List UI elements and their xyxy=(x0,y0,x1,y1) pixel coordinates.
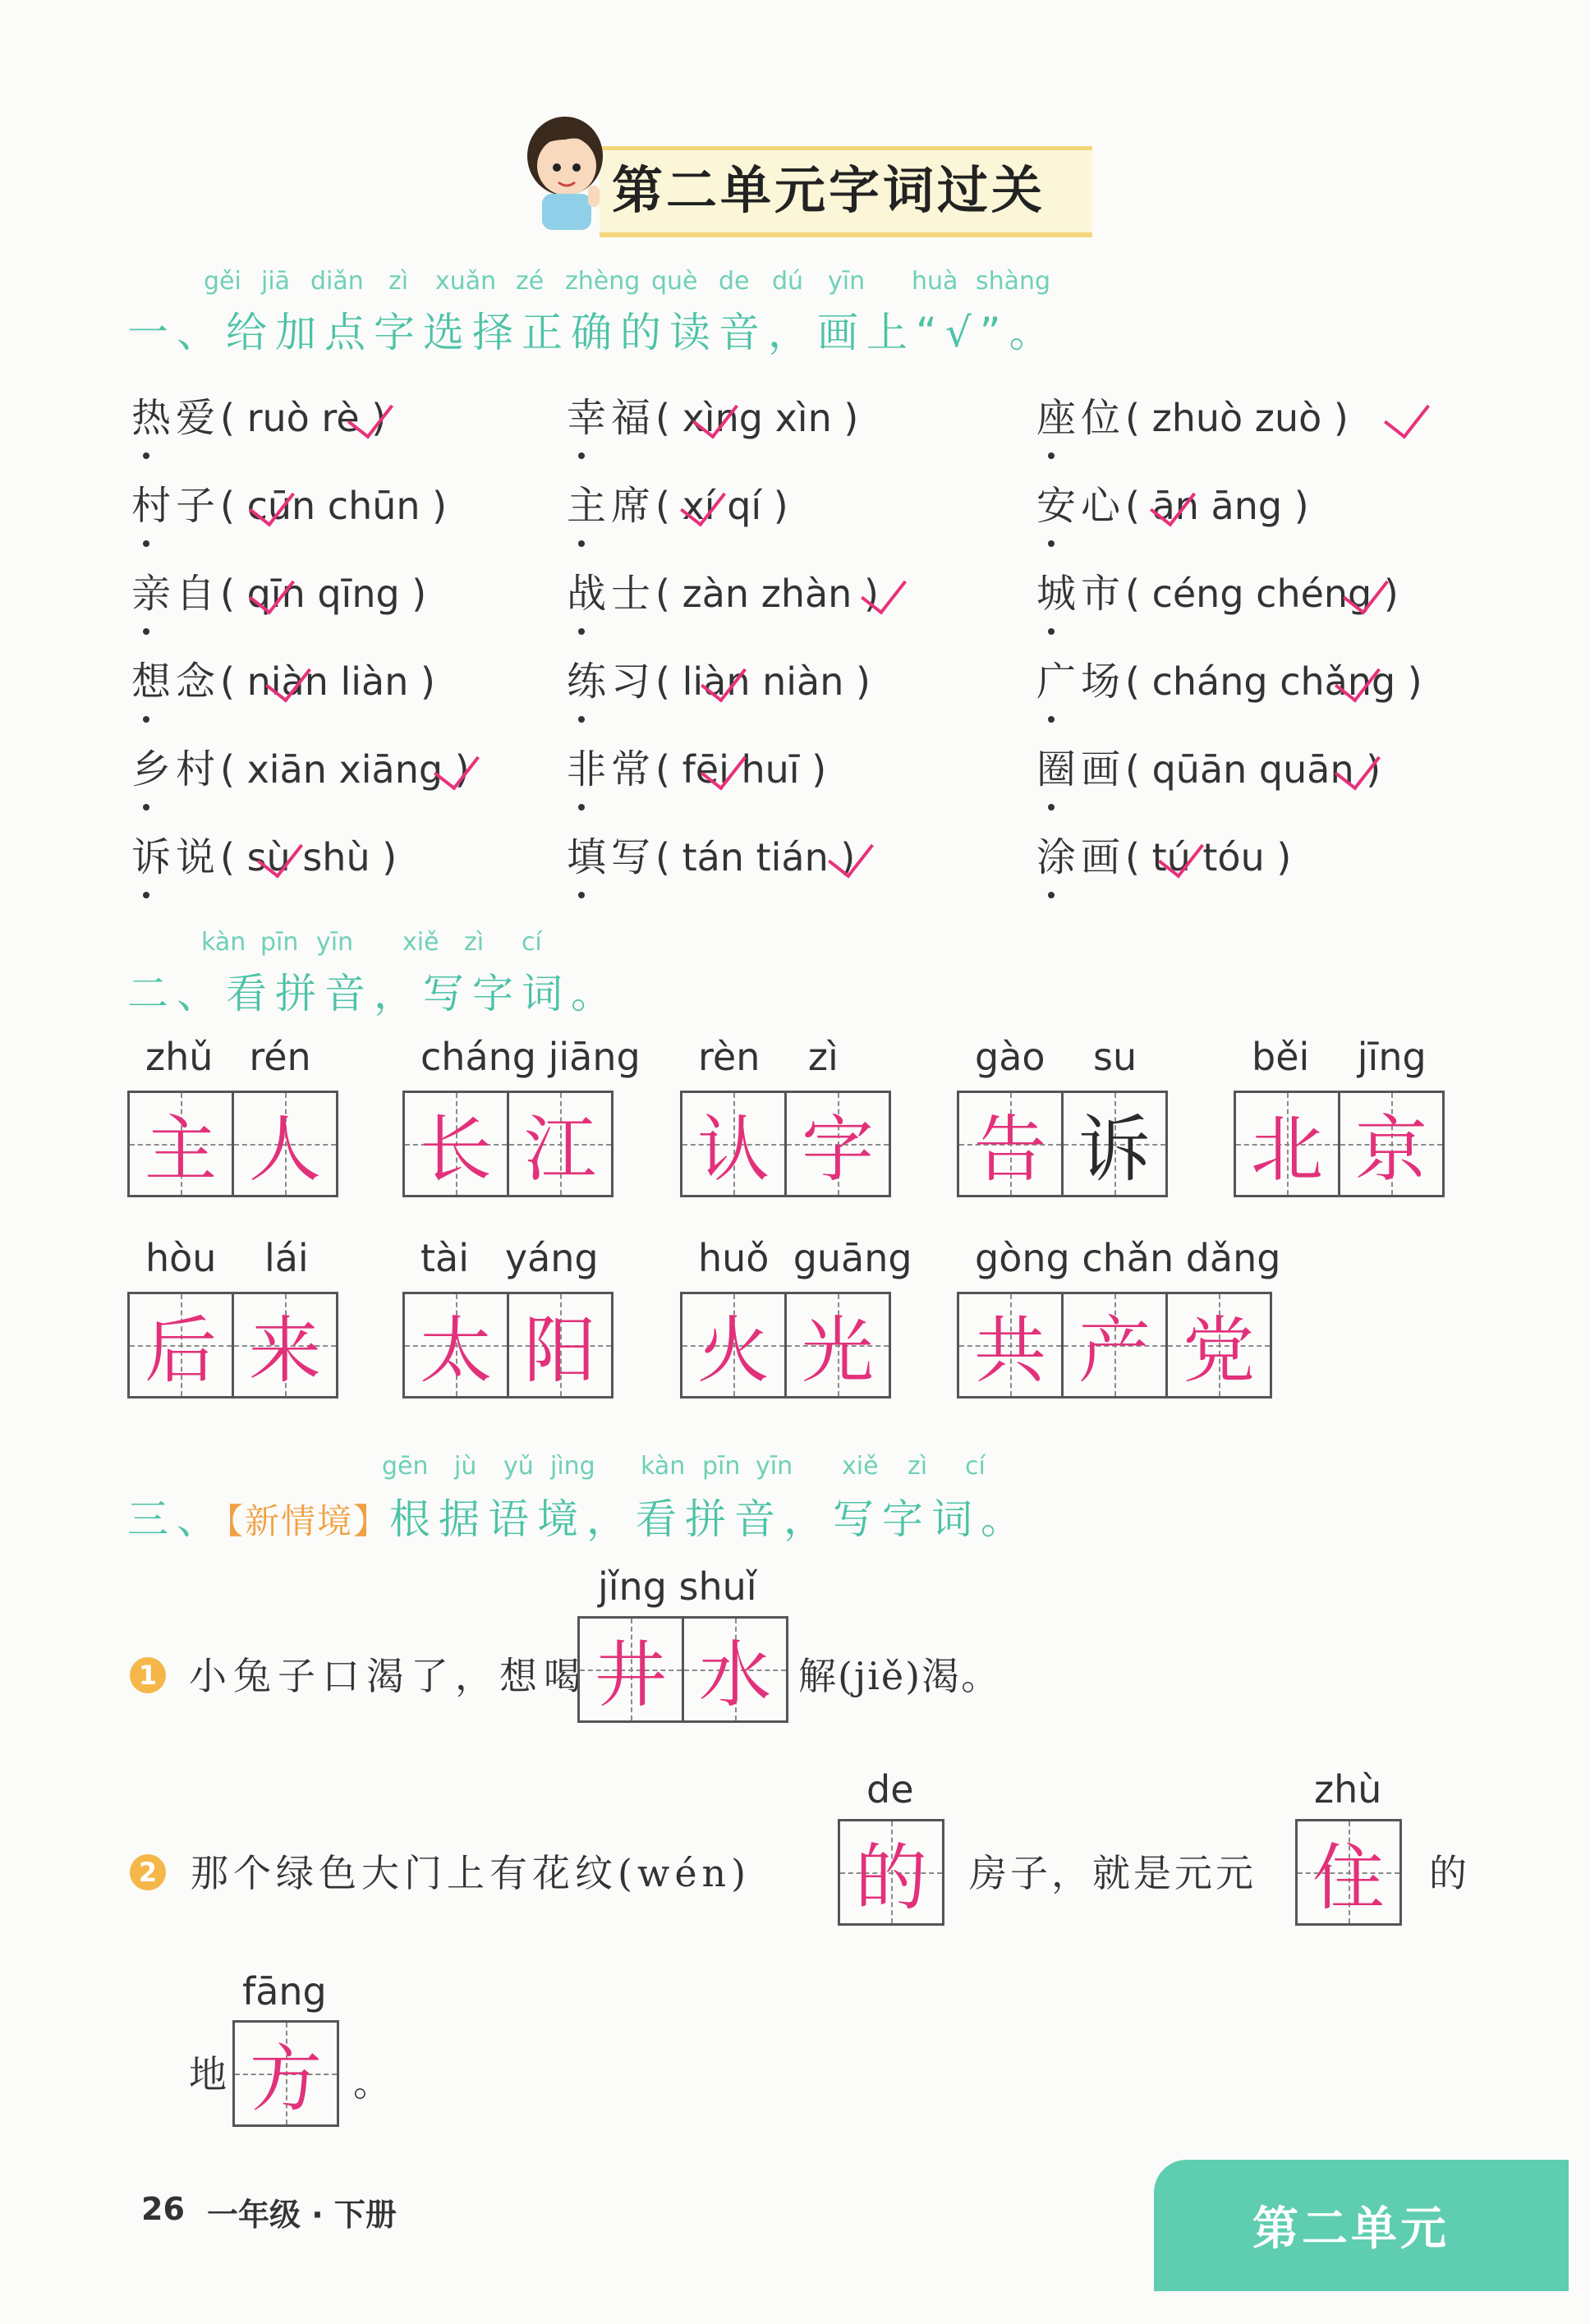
answer-char: 认 xyxy=(696,1107,770,1192)
dotted-word: 练习 xyxy=(567,659,656,705)
reading-choice-item xyxy=(567,825,855,882)
section1-heading: 一、给加点字选择正确的读音，画上“√”。 xyxy=(127,309,1059,356)
answer-char: 诉 xyxy=(1078,1107,1151,1192)
reading-choice-item xyxy=(1036,737,1381,794)
pinyin-options[interactable]: ( xìng xìn ) xyxy=(655,396,859,440)
q2-text-middle: 房子，就是元元 xyxy=(969,1851,1257,1895)
q1-answer-boxes xyxy=(577,1616,786,1723)
answer-char: 井 xyxy=(594,1633,667,1717)
reading-choice-item xyxy=(567,562,879,618)
pinyin: kàn xyxy=(641,1452,686,1481)
tianzi-cell[interactable] xyxy=(1234,1091,1340,1197)
pinyin-options[interactable]: ( qīn qīng ) xyxy=(220,572,427,616)
pinyin-options[interactable]: ( niàn liàn ) xyxy=(220,659,435,704)
q1-text-before: 小兔子口渴了，想喝 xyxy=(189,1654,588,1698)
q2-text-after: 的 xyxy=(1429,1851,1473,1895)
pinyin: jù xyxy=(454,1452,477,1481)
pinyin: shàng xyxy=(976,267,1051,296)
answer-char: 后 xyxy=(144,1308,217,1393)
pinyin: cí xyxy=(965,1452,986,1481)
tianzi-cell[interactable] xyxy=(784,1292,891,1399)
pinyin: xuǎn xyxy=(435,267,497,296)
tianzi-cell[interactable] xyxy=(577,1616,684,1723)
unit-tab-label: 第二单元 xyxy=(1252,2202,1450,2256)
reading-choice-item xyxy=(131,386,386,443)
page-title: 第二单元字词过关 xyxy=(612,160,1046,220)
pinyin-options[interactable]: ( xiān xiāng ) xyxy=(220,747,470,792)
dotted-word: 非常 xyxy=(567,746,656,792)
q2-answer-box-2 xyxy=(1295,1819,1399,1926)
tianzi-box-group xyxy=(402,1091,611,1197)
answer-char: 阳 xyxy=(523,1308,596,1393)
book-label: 一年级 · 下册 xyxy=(207,2197,397,2233)
reading-choice-item xyxy=(567,474,788,530)
tianzi-cell[interactable] xyxy=(682,1616,788,1723)
pinyin: gěi xyxy=(204,267,241,296)
reading-choice-item xyxy=(131,737,470,794)
answer-char: 太 xyxy=(419,1308,492,1393)
answer-char: 京 xyxy=(1354,1107,1427,1192)
title-banner xyxy=(517,107,1084,238)
tianzi-cell[interactable] xyxy=(232,1292,338,1399)
reading-choice-item xyxy=(1036,650,1422,706)
dotted-word: 幸福 xyxy=(567,395,656,441)
answer-char: 主 xyxy=(144,1107,217,1192)
q2-text-before: 那个绿色大门上有花纹(wén) xyxy=(191,1851,751,1895)
pinyin-options[interactable]: ( céng chéng ) xyxy=(1125,572,1399,616)
dotted-word: 乡村 xyxy=(131,746,221,792)
q2-pinyin-2: zhù xyxy=(1314,1767,1382,1812)
pinyin: cí xyxy=(522,928,542,957)
tianzi-cell[interactable] xyxy=(680,1091,787,1197)
answer-char: 方 xyxy=(249,2037,322,2121)
pinyin: huà xyxy=(912,267,958,296)
tianzi-cell[interactable] xyxy=(402,1292,509,1399)
dotted-word: 城市 xyxy=(1036,571,1126,617)
q2-pinyin-1: de xyxy=(866,1767,914,1812)
pinyin-options[interactable]: ( sù shù ) xyxy=(220,835,398,880)
tianzi-cell[interactable] xyxy=(1338,1091,1445,1197)
answer-char: 党 xyxy=(1182,1308,1255,1393)
pinyin: xiě xyxy=(842,1452,879,1481)
dotted-word: 热爱 xyxy=(131,395,221,441)
tianzi-cell[interactable] xyxy=(1061,1091,1168,1197)
q2b-text-after: 。 xyxy=(353,2060,398,2105)
new-context-tag: 【新情境】 xyxy=(226,1501,390,1541)
section2-pinyin xyxy=(201,928,612,961)
answer-char: 人 xyxy=(248,1107,321,1192)
word-pinyin: gào su xyxy=(975,1035,1137,1079)
dotted-word: 亲自 xyxy=(131,571,221,617)
pinyin: diǎn xyxy=(310,267,364,296)
reading-choice-item xyxy=(1036,474,1309,530)
pinyin: dú xyxy=(772,267,804,296)
dotted-word: 战士 xyxy=(567,571,656,617)
section1-pinyin xyxy=(204,267,1107,300)
answer-char: 住 xyxy=(1312,1835,1385,1920)
tianzi-cell[interactable] xyxy=(127,1292,234,1399)
section3-pinyin xyxy=(382,1452,1039,1485)
word-pinyin: cháng jiāng xyxy=(420,1035,641,1079)
reading-choice-item xyxy=(131,474,447,530)
pinyin: pīn xyxy=(702,1452,741,1481)
tianzi-cell[interactable] xyxy=(232,2020,339,2127)
dotted-word: 圈画 xyxy=(1036,746,1126,792)
pinyin-options[interactable]: ( ān āng ) xyxy=(1125,484,1309,528)
q1-pinyin: jǐng shuǐ xyxy=(598,1564,757,1609)
word-pinyin: zhǔ rén xyxy=(145,1035,311,1079)
tianzi-cell[interactable] xyxy=(957,1091,1064,1197)
tianzi-cell[interactable] xyxy=(957,1292,1064,1399)
word-pinyin: běi jīng xyxy=(1252,1035,1427,1079)
dotted-word: 涂画 xyxy=(1036,834,1126,880)
question-number-1: 1 xyxy=(130,1657,166,1693)
pinyin-options[interactable]: ( zàn zhàn ) xyxy=(655,572,879,616)
boy-mascot-icon xyxy=(517,107,616,230)
section3-heading xyxy=(127,1486,1030,1546)
answer-char: 水 xyxy=(698,1633,771,1717)
pinyin-options[interactable]: ( xí qí ) xyxy=(655,484,788,528)
reading-choice-item xyxy=(131,562,426,618)
pinyin: de xyxy=(719,267,750,296)
reading-choice-item xyxy=(131,825,397,882)
pinyin-options[interactable]: ( tú tóu ) xyxy=(1125,835,1292,880)
pinyin-options[interactable]: ( tán tián ) xyxy=(655,835,856,880)
answer-char: 字 xyxy=(801,1107,874,1192)
pinyin: zì xyxy=(388,267,409,296)
dotted-word: 主席 xyxy=(567,483,656,529)
pinyin-options[interactable]: ( ruò rè ) xyxy=(220,396,387,440)
pinyin-options[interactable]: ( fēi huī ) xyxy=(655,747,827,792)
q2b-text-before: 地 xyxy=(189,2052,233,2097)
q2b-answer-box xyxy=(232,2020,337,2127)
answer-char: 产 xyxy=(1078,1308,1151,1393)
reading-choice-item xyxy=(567,386,858,443)
tianzi-cell[interactable] xyxy=(838,1819,944,1926)
reading-choice-item xyxy=(567,737,826,794)
answer-char: 来 xyxy=(248,1308,321,1393)
section3-heading-text: 根据语境，看拼音，写字词。 xyxy=(389,1495,1031,1543)
answer-char: 江 xyxy=(523,1107,596,1192)
pinyin: yīn xyxy=(316,928,354,957)
tianzi-box-group xyxy=(680,1292,889,1399)
tianzi-cell[interactable] xyxy=(680,1292,787,1399)
section2-heading: 二、看拼音，写字词。 xyxy=(127,970,620,1017)
page-number: 26 xyxy=(141,2191,185,2227)
pinyin-options[interactable]: ( cūn chūn ) xyxy=(220,484,448,528)
section3-prefix: 三、 xyxy=(127,1495,226,1543)
pinyin-options[interactable]: ( qūān quān ) xyxy=(1125,747,1381,792)
tianzi-cell[interactable] xyxy=(784,1091,891,1197)
dotted-word: 村子 xyxy=(131,483,221,529)
pinyin: yīn xyxy=(756,1452,793,1481)
dotted-word: 诉说 xyxy=(131,834,221,880)
tianzi-cell[interactable] xyxy=(1165,1292,1272,1399)
tianzi-cell[interactable] xyxy=(1295,1819,1402,1926)
word-pinyin: tài yáng xyxy=(420,1236,599,1280)
pinyin-options[interactable]: ( zhuò zuò ) xyxy=(1125,396,1349,440)
reading-choice-item xyxy=(1036,386,1349,443)
pinyin: gēn xyxy=(382,1452,429,1481)
dotted-word: 座位 xyxy=(1036,395,1126,441)
pinyin: zhèng xyxy=(565,267,641,296)
tianzi-cell[interactable] xyxy=(232,1091,338,1197)
pinyin: yǔ xyxy=(503,1452,534,1481)
unit-tab xyxy=(1154,2160,1569,2291)
pinyin: jìng xyxy=(550,1452,595,1481)
tianzi-box-group xyxy=(127,1292,336,1399)
answer-char: 火 xyxy=(696,1308,770,1393)
check-mark-icon xyxy=(1384,390,1430,439)
tianzi-cell[interactable] xyxy=(1061,1292,1168,1399)
pinyin-options[interactable]: ( liàn niàn ) xyxy=(655,659,871,704)
word-pinyin: rèn zì xyxy=(698,1035,839,1079)
q2-answer-box-1 xyxy=(838,1819,942,1926)
answer-char: 北 xyxy=(1250,1107,1323,1192)
pinyin: jiā xyxy=(261,267,291,296)
dotted-word: 广场 xyxy=(1036,659,1126,705)
tianzi-cell[interactable] xyxy=(507,1292,613,1399)
reading-choice-item xyxy=(567,650,871,706)
tianzi-box-group xyxy=(402,1292,611,1399)
pinyin: yīn xyxy=(828,267,866,296)
tianzi-box-group xyxy=(680,1091,889,1197)
pinyin: zì xyxy=(464,928,485,957)
answer-char: 的 xyxy=(854,1835,927,1920)
tianzi-box-group xyxy=(957,1292,1270,1399)
pinyin: què xyxy=(651,267,698,296)
pinyin: pīn xyxy=(260,928,299,957)
word-pinyin: hòu lái xyxy=(145,1236,309,1280)
dotted-word: 安心 xyxy=(1036,483,1126,529)
pinyin: xiě xyxy=(402,928,439,957)
tianzi-box-group xyxy=(957,1091,1165,1197)
reading-choice-item xyxy=(131,650,435,706)
answer-char: 共 xyxy=(973,1308,1046,1393)
tianzi-box-group xyxy=(127,1091,336,1197)
tianzi-box-group xyxy=(1234,1091,1442,1197)
tianzi-cell[interactable] xyxy=(127,1091,234,1197)
tianzi-cell[interactable] xyxy=(507,1091,613,1197)
pinyin: kàn xyxy=(201,928,246,957)
pinyin: zé xyxy=(516,267,545,296)
question-number-2: 2 xyxy=(130,1854,166,1890)
tianzi-cell[interactable] xyxy=(402,1091,509,1197)
answer-char: 告 xyxy=(973,1107,1046,1192)
reading-choice-item xyxy=(1036,562,1399,618)
dotted-word: 想念 xyxy=(131,659,221,705)
word-pinyin: gòng chǎn dǎng xyxy=(975,1236,1281,1280)
reading-choice-item xyxy=(1036,825,1291,882)
answer-char: 长 xyxy=(419,1107,492,1192)
pinyin: zì xyxy=(908,1452,928,1481)
pinyin-options[interactable]: ( cháng chǎng ) xyxy=(1125,659,1422,704)
word-pinyin: huǒ guāng xyxy=(698,1236,912,1280)
q2b-pinyin: fāng xyxy=(242,1969,327,2014)
answer-char: 光 xyxy=(801,1308,874,1393)
dotted-word: 填写 xyxy=(567,834,656,880)
q1-text-after: 解(jiě)渴。 xyxy=(798,1654,1001,1698)
